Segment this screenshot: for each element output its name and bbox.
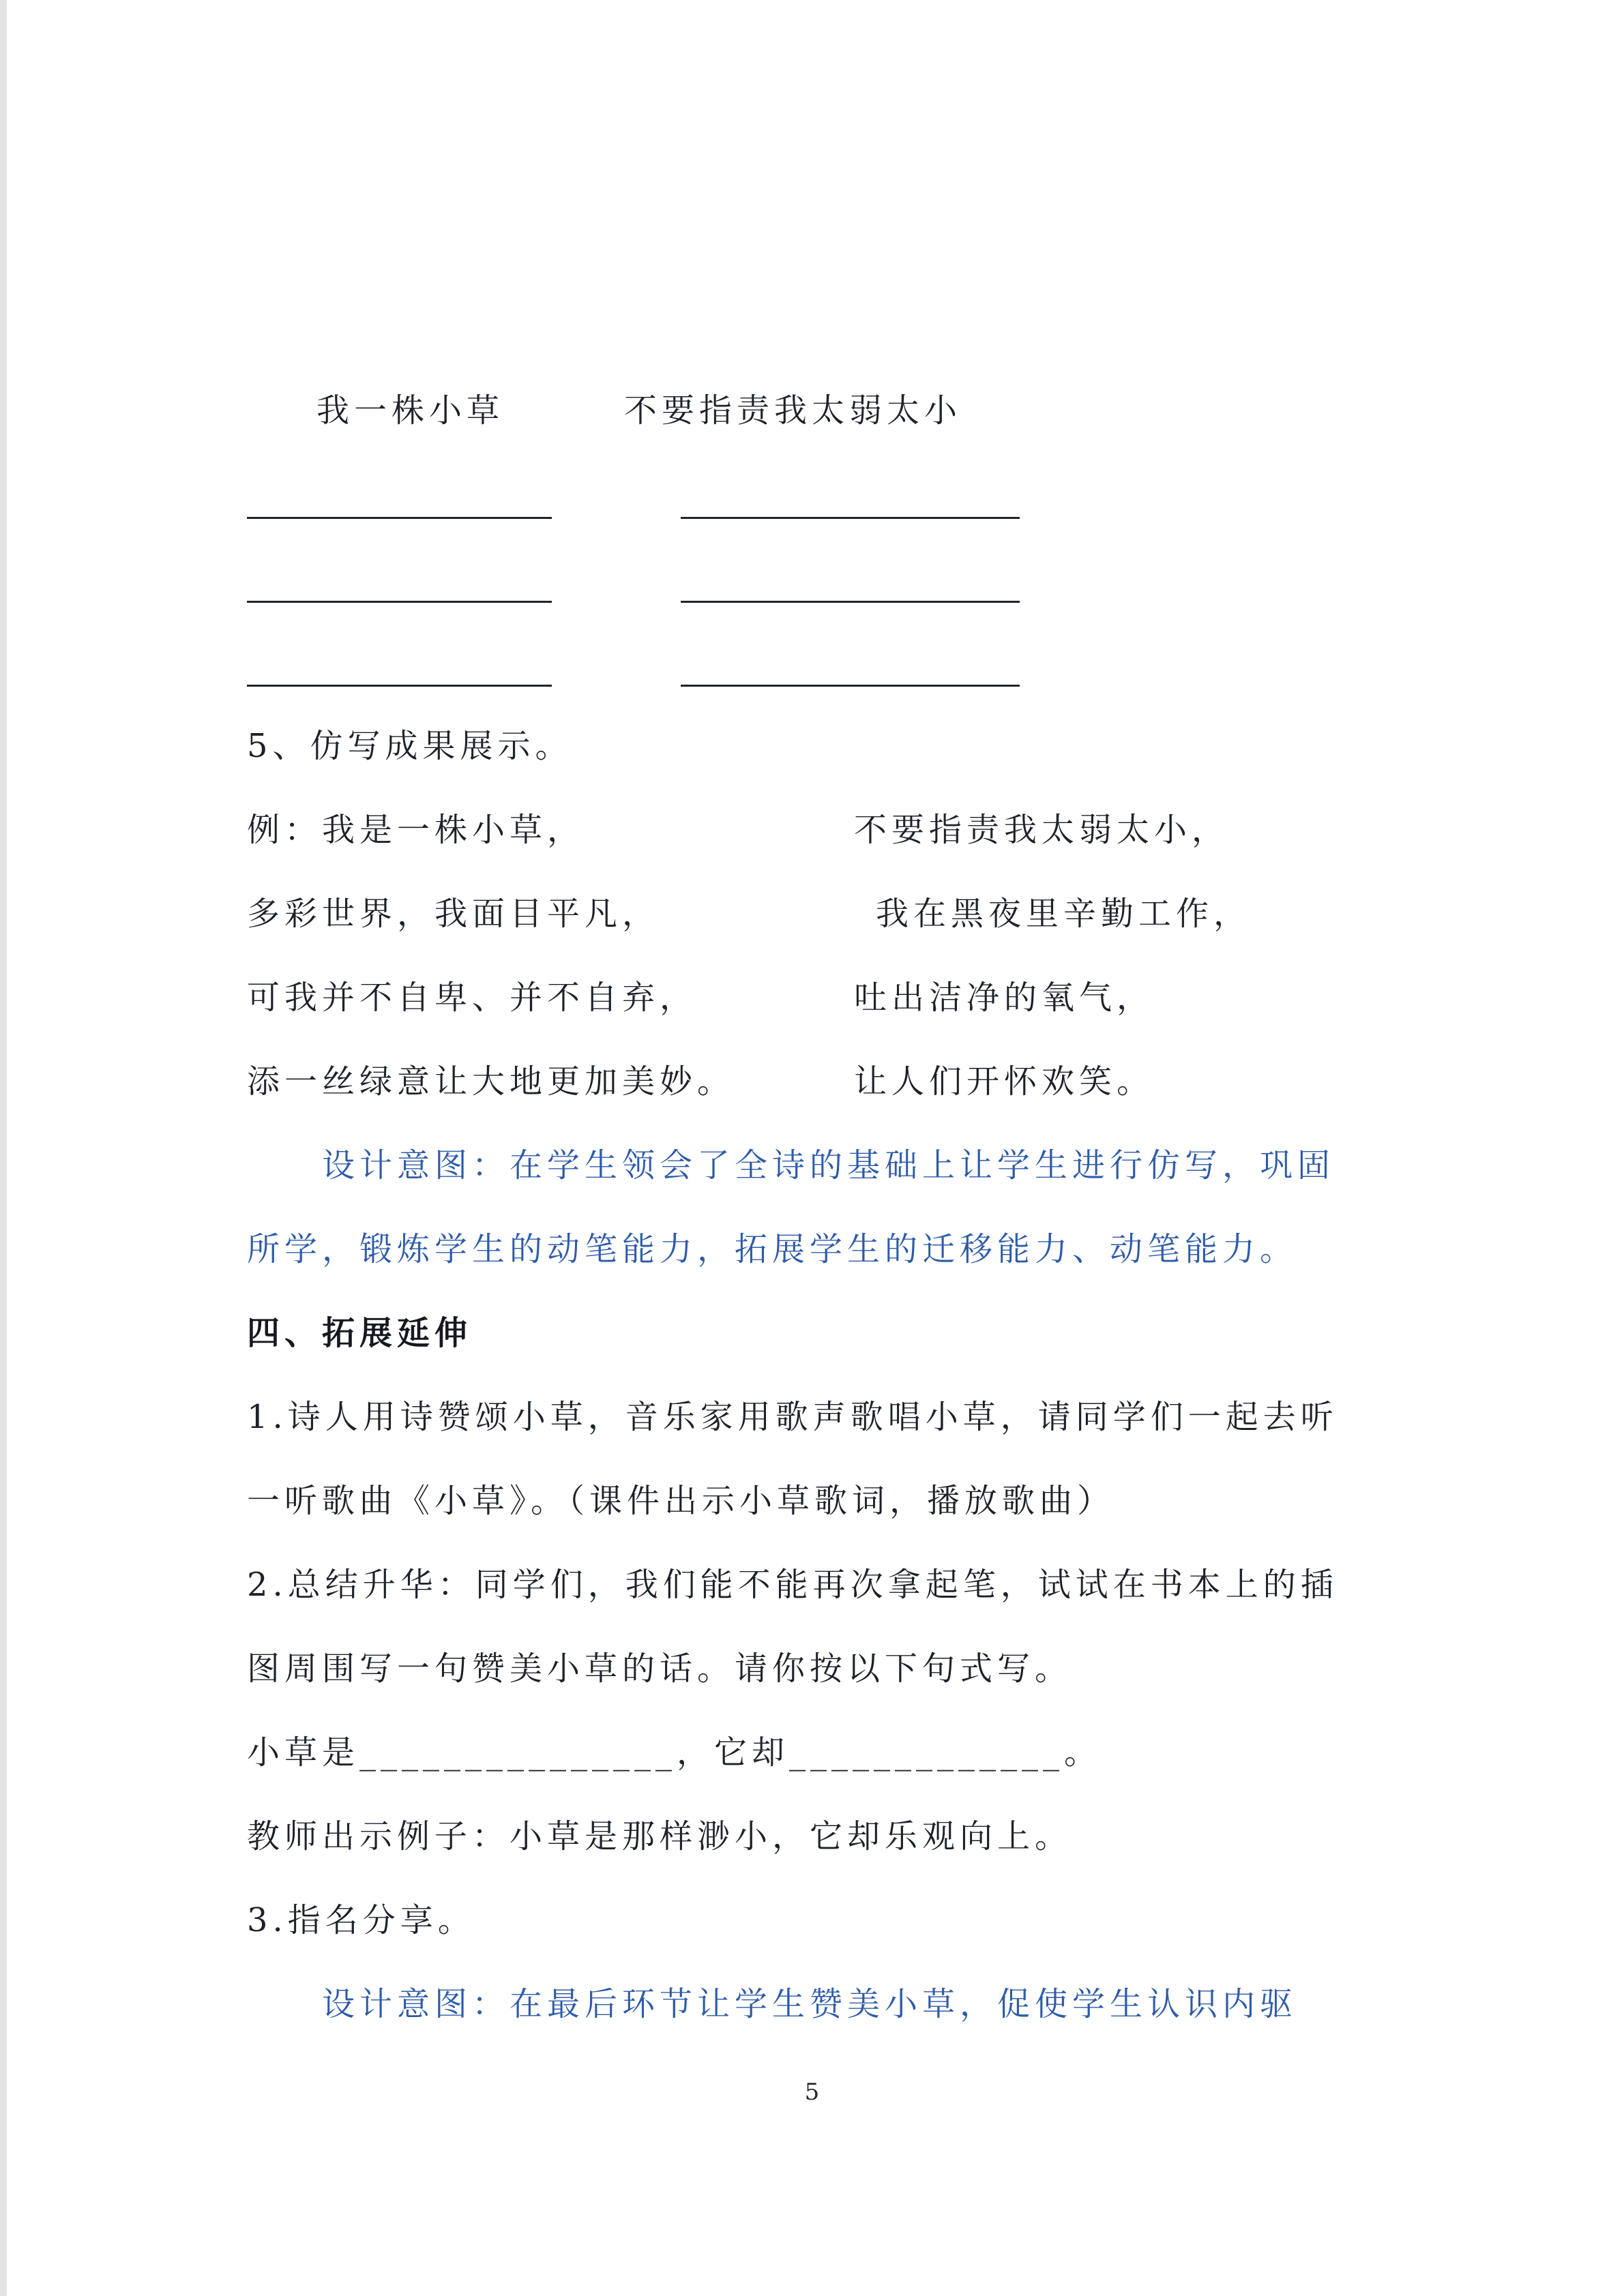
example-right-text: 不要指责我太弱太小， [854,811,1230,849]
example-row [247,872,1406,956]
example-right-text: 我在黑夜里辛勤工作， [876,895,1252,933]
example-left-text: 多彩世界，我面目平凡， [247,895,660,933]
answer-blank-row [247,453,1406,537]
design-intent-line: 设计意图：在最后环节让学生赞美小草，促使学生认识内驱 [322,1985,1298,2023]
design-intent-line: 所学，锻炼学生的动笔能力，拓展学生的迁移能力、动笔能力。 [247,1230,1298,1268]
design-intent-line: 设计意图：在学生领会了全诗的基础上让学生进行仿写，巩固 [322,1146,1335,1184]
example-right-text: 让人们开怀欢笑。 [854,1062,1155,1101]
answer-blank-line [681,601,1020,603]
example-row [247,1040,1406,1124]
section4-heading: 四、拓展延伸 [247,1314,473,1352]
sentence-frame-line: 小草是_______________，它却_____________。 [247,1733,1102,1772]
answer-blank-line [247,517,552,519]
page-edge-shadow [0,0,7,2296]
paragraph-line: 1.诗人用诗赞颂小草，音乐家用歌声歌唱小草，请同学们一起去听 [247,1398,1338,1436]
example-right-text: 吐出洁净的氧气， [854,979,1155,1017]
poem-right-title: 不要指责我太弱太小 [624,391,962,430]
answer-blank-line [247,685,552,687]
example-row [247,956,1406,1040]
poem-left-title: 我一株小草 [316,391,505,430]
answer-blank-line [681,685,1020,687]
example-left-text: 可我并不自卑、并不自弃， [247,979,698,1017]
teacher-example-line: 教师出示例子：小草是那样渺小，它却乐观向上。 [247,1817,1073,1855]
page-number: 5 [804,2078,820,2106]
document-content [247,369,1406,2046]
paragraph-line: 2.总结升华：同学们，我们能不能再次拿起笔，试试在书本上的插 [247,1566,1338,1604]
example-row [247,788,1406,872]
section5-heading: 5、仿写成果展示。 [247,727,573,765]
answer-blank-line [681,517,1020,519]
poem-header-row [247,369,1406,453]
answer-blank-line [247,601,552,603]
paragraph-line: 3.指名分享。 [247,1901,475,1939]
answer-blank-row [247,537,1406,621]
answer-blank-row [247,621,1406,704]
paragraph-line: 一听歌曲《小草》。（课件出示小草歌词，播放歌曲） [247,1482,1115,1520]
paragraph-line: 图周围写一句赞美小草的话。请你按以下句式写。 [247,1650,1073,1688]
example-left-text: 例：我是一株小草， [247,811,585,849]
example-left-text: 添一丝绿意让大地更加美妙。 [247,1062,735,1101]
